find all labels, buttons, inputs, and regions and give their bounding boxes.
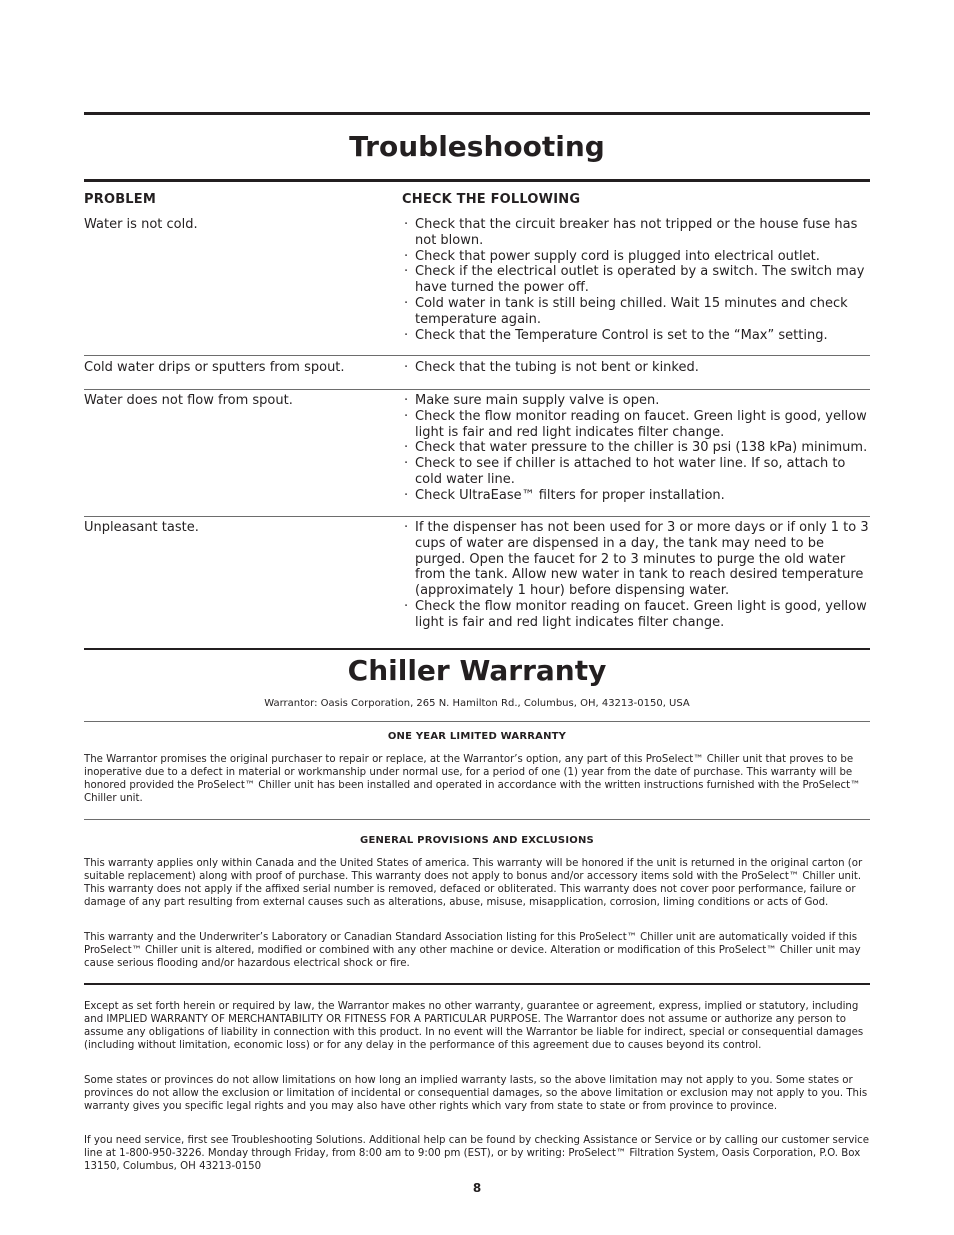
- general-paragraph-2: This warranty and the Underwriter’s Laboratory or Canadian Standard Association listing for this ProSelect™ Chiller unit are automatically voided if this ProSelect™ Chiller unit is altered, modified or combined with any other machine or device. Alteration or modification of this ProSelect™ Chiller unit may cause serious flooding and/or hazardous electrical shock or fire.: [84, 932, 861, 969]
- check-list: [402, 217, 870, 343]
- problem-text: Water is not cold.: [84, 217, 198, 232]
- check-item: · Check that the tubing is not bent or kinked.: [402, 360, 870, 376]
- check-column-header: CHECK THE FOLLOWING: [402, 192, 581, 207]
- problem-column-header: PROBLEM: [84, 192, 156, 207]
- section-divider: [84, 721, 870, 722]
- general-heading: GENERAL PROVISIONS AND EXCLUSIONS: [360, 835, 594, 846]
- general-paragraph-1: This warranty applies only within Canada and the United States of america. This warranty will be honored if the unit is returned in the original carton (or suitable replacement) along with proof of purchase. This warranty does not apply to bonus and/or accessory items sold with the ProSelect™ Chiller unit. This warranty does not apply if the affixed serial number is removed, defaced or obliterated. This warranty does not cover poor performance, failure or damage of any part resulting from external causes such as alterations, abuse, misuse, misapplication, corrosion, liming conditions or acts of God.: [84, 858, 863, 908]
- check-item: · Check if the electrical outlet is operated by a switch. The switch may have turned the power off.: [402, 264, 870, 296]
- section-divider: [84, 983, 870, 985]
- troubleshooting-title: Troubleshooting: [349, 130, 605, 163]
- problem-text: Cold water drips or sputters from spout.: [84, 360, 345, 375]
- title-underline-rule: [84, 179, 870, 182]
- check-item: · Check that the circuit breaker has not tripped or the house fuse has not blown.: [402, 217, 870, 249]
- check-item: · Cold water in tank is still being chilled. Wait 15 minutes and check temperature again.: [402, 296, 870, 328]
- one-year-heading: ONE YEAR LIMITED WARRANTY: [387, 731, 567, 742]
- except-paragraph: Except as set forth herein or required by law, the Warrantor makes no other warranty, guarantee or agreement, express, implied or statutory, including and IMPLIED WARRANTY OF MERCHANTABILITY OR FITNESS FOR A PARTICULAR PURPOSE. The Warrantor does not assume or authorize any person to assume any obligations of liability in connection with this product. In no event will the Warrantor be liable for indirect, special or consequential damages (including without limitation, economic loss) or for any delay in the performance of this agreement due to causes beyond its control.: [84, 1001, 864, 1051]
- top-rule: [84, 112, 870, 115]
- warranty-top-rule: [84, 648, 870, 650]
- service-paragraph: If you need service, first see Troubleshooting Solutions. Additional help can be found by checking Assistance or Service or by calling our customer service line at 1-800-950-3226. Monday through Friday, from 8:00 am to 9:00 pm (EST), or by writing: ProSelect™ Filtration System, Oasis Corporation, P.O. Box 13150, Columbus, OH 43213-0150: [84, 1135, 870, 1172]
- problem-text: Unpleasant taste.: [84, 520, 199, 535]
- problem-text: Water does not flow from spout.: [84, 393, 293, 408]
- page-number: 8: [472, 1181, 482, 1195]
- check-item: · Make sure main supply valve is open.: [402, 393, 870, 409]
- check-list: [402, 360, 870, 376]
- check-item: · Check to see if chiller is attached to hot water line. If so, attach to cold water line.: [402, 456, 870, 488]
- section-divider: [84, 819, 870, 820]
- check-item: · Check that water pressure to the chiller is 30 psi (138 kPa) minimum.: [402, 440, 870, 456]
- row-divider: [84, 516, 870, 517]
- one-year-paragraph: The Warrantor promises the original purchaser to repair or replace, at the Warrantor’s option, any part of this ProSelect™ Chiller unit that proves to be inoperative due to a defect in material or workmanship under normal use, for a period of one (1) year from the date of purchase. This warranty will be honored provided the ProSelect™ Chiller unit has been installed and operated in accordance with the written instructions furnished with the ProSelect™ Chiller unit.: [84, 754, 861, 804]
- check-list: [402, 520, 870, 631]
- check-item: · Check that the Temperature Control is set to the “Max” setting.: [402, 328, 870, 344]
- warrantor-line: Warrantor: Oasis Corporation, 265 N. Hamilton Rd., Columbus, OH, 43213-0150, USA: [264, 698, 690, 709]
- row-divider: [84, 355, 870, 356]
- row-divider: [84, 389, 870, 390]
- check-list: [402, 393, 870, 504]
- warranty-title: Chiller Warranty: [347, 654, 607, 687]
- check-item: · If the dispenser has not been used for 3 or more days or if only 1 to 3 cups of water are dispensed in a day, the tank may need to be purged. Open the faucet for 2 to 3 minutes to purge the old water from the tank. Allow new water in tank to reach desired temperature (approximately 1 hour) before dispensing water.: [402, 520, 870, 599]
- check-item: · Check the flow monitor reading on faucet. Green light is good, yellow light is fair and red light indicates filter change.: [402, 599, 870, 631]
- check-item: · Check UltraEase™ filters for proper installation.: [402, 488, 870, 504]
- check-item: · Check that power supply cord is plugged into electrical outlet.: [402, 249, 870, 265]
- check-item: · Check the flow monitor reading on faucet. Green light is good, yellow light is fair and red light indicates filter change.: [402, 409, 870, 441]
- states-paragraph: Some states or provinces do not allow limitations on how long an implied warranty lasts, so the above limitation may not apply to you. Some states or provinces do not allow the exclusion or limitation of incidental or consequential damages, so the above limitation or exclusion may not apply to you. This warranty gives you specific legal rights and you may also have other rights which vary from state to state or from province to province.: [84, 1075, 868, 1112]
